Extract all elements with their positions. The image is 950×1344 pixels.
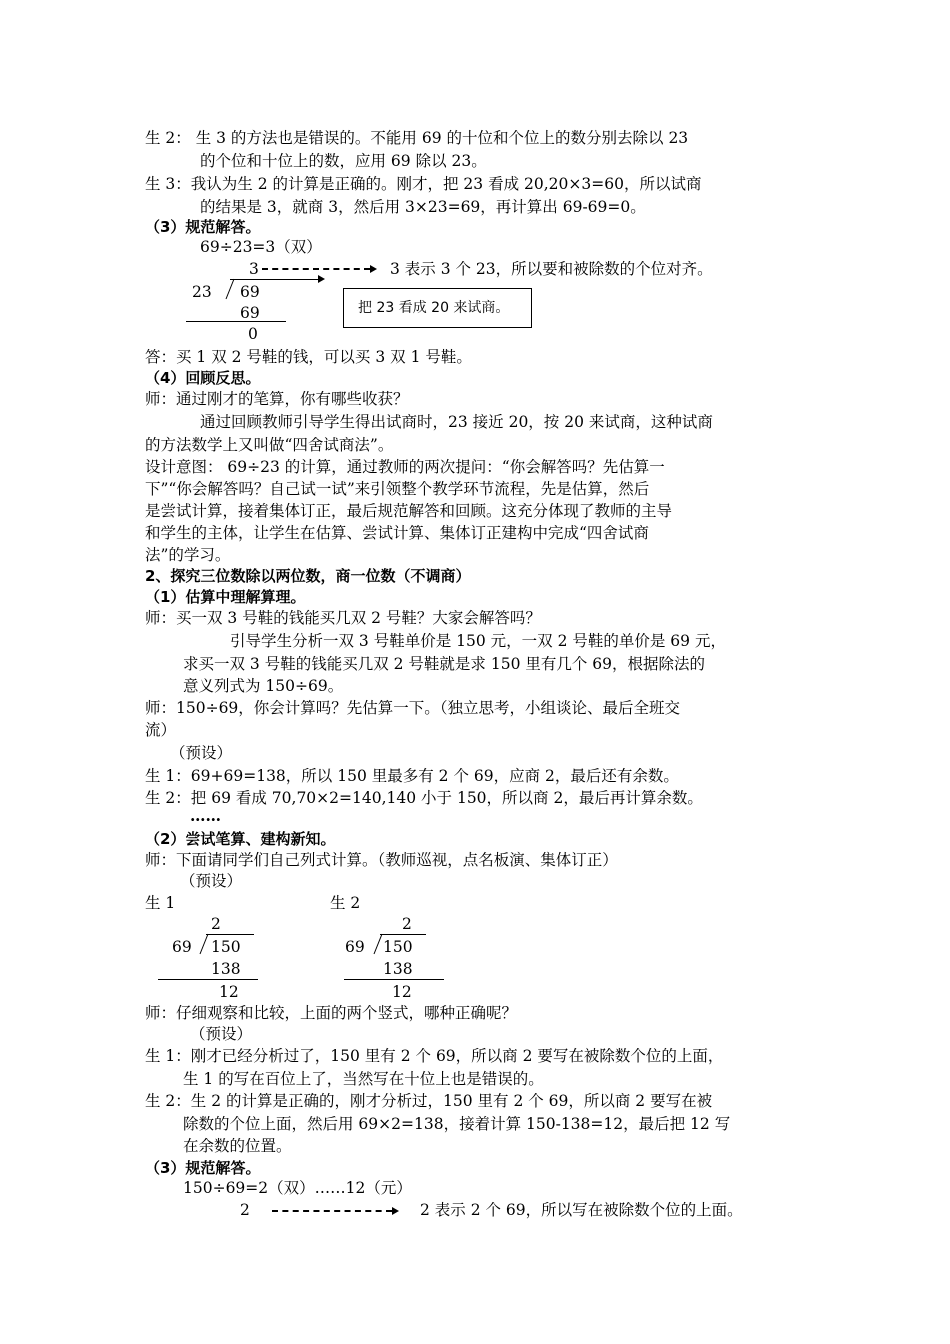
dashed-arrow-line <box>262 268 370 270</box>
paragraph-line: 法”的学习。 <box>145 546 231 564</box>
note-text: 把 23 看成 20 来试商。 <box>358 300 510 316</box>
paragraph-line: 求买一双 3 号鞋的钱能买几双 2 号鞋就是求 150 里有几个 69，根据除法的 <box>183 655 706 673</box>
division-bracket <box>224 279 236 301</box>
section-heading: （1）估算中理解算理。 <box>145 588 306 606</box>
paragraph-line: 的个位和十位上的数，应用 69 除以 23。 <box>200 152 487 170</box>
section-heading: （2）尝试笔算、建构新知。 <box>145 830 336 848</box>
dashed-arrow-line <box>272 1210 392 1212</box>
s1-division-bar <box>206 934 254 935</box>
s2-subtraction-line <box>344 979 444 980</box>
paragraph-line: 师：150÷69，你会计算吗？先估算一下。（独立思考，小组谈论、最后全班交 <box>145 699 681 717</box>
s1-product: 138 <box>211 960 241 978</box>
paragraph-line: （预设） <box>190 1025 253 1043</box>
paragraph-line: 通过回顾教师引导学生得出试商时，23 接近 20，按 20 来试商，这种试商 <box>200 413 713 431</box>
division-bar <box>230 279 318 280</box>
section-heading: （3）规范解答。 <box>145 1159 261 1177</box>
paragraph-line: 师：通过刚才的笔算，你有哪些收获？ <box>145 390 409 408</box>
annotation-text: 2 表示 2 个 69，所以写在被除数个位的上面。 <box>420 1201 743 1219</box>
arrow-head-icon <box>370 265 377 273</box>
paragraph-line: 流） <box>145 721 177 739</box>
paragraph-line: （预设） <box>180 872 243 890</box>
paragraph-line: 生 2： 生 3 的方法也是错误的。不能用 69 的十位和个位上的数分别去除以 23 <box>145 129 689 147</box>
s1-dividend: 150 <box>211 938 241 956</box>
s1-divisor: 69 <box>172 938 192 956</box>
s2-remainder: 12 <box>392 983 412 1001</box>
annotation-text: 3 表示 3 个 23，所以要和被除数的个位对齐。 <box>390 260 713 278</box>
equation-line: 69÷23=3（双） <box>200 238 322 256</box>
paragraph-line: 下”“你会解答吗？自己试一试”来引领整个教学环节流程，先是估算，然后 <box>145 480 650 498</box>
division-remainder: 0 <box>248 325 258 343</box>
paragraph-line: 的结果是 3，就商 3，然后用 3×23=69，再计算出 69-69=0。 <box>200 198 646 216</box>
ellipsis: …… <box>190 806 221 825</box>
arrow-head-icon <box>318 275 325 283</box>
s1-remainder: 12 <box>219 983 239 1001</box>
s2-dividend: 150 <box>383 938 413 956</box>
final-quotient: 2 <box>240 1201 250 1219</box>
s1-subtraction-line <box>158 979 258 980</box>
paragraph-line: 师：仔细观察和比较，上面的两个竖式，哪种正确呢？ <box>145 1004 518 1022</box>
paragraph-line: 的方法数学上又叫做“四舍试商法”。 <box>145 436 394 454</box>
answer-line: 答：买 1 双 2 号鞋的钱，可以买 3 双 1 号鞋。 <box>145 348 472 366</box>
paragraph-line: 设计意图： 69÷23 的计算，通过教师的两次提问：“你会解答吗？先估算一 <box>145 458 665 476</box>
note-box <box>343 288 532 328</box>
paragraph-line: 生 1：69+69=138，所以 150 里最多有 2 个 69，应商 2，最后还有余数。 <box>145 767 679 785</box>
s2-divisor: 69 <box>345 938 365 956</box>
paragraph-line: 引导学生分析一双 3 号鞋单价是 150 元，一双 2 号鞋的单价是 69 元， <box>230 632 726 650</box>
paragraph-line: 意义列式为 150÷69。 <box>183 677 344 695</box>
paragraph-line: 师：买一双 3 号鞋的钱能买几双 2 号鞋？大家会解答吗？ <box>145 609 541 627</box>
paragraph-line: 和学生的主体，让学生在估算、尝试计算、集体订正建构中完成“四舍试商 <box>145 524 649 542</box>
s1-quotient: 2 <box>211 915 221 933</box>
paragraph-line: 师：下面请同学们自己列式计算。（教师巡视，点名板演、集体订正） <box>145 851 618 869</box>
paragraph-line: 生 1 的写在百位上了，当然写在十位上也是错误的。 <box>183 1070 544 1088</box>
equation-line: 150÷69=2（双）……12（元） <box>183 1179 412 1197</box>
paragraph-line: 是尝试计算，接着集体订正，最后规范解答和回顾。这充分体现了教师的主导 <box>145 502 673 520</box>
arrow-head-icon <box>392 1207 399 1215</box>
section-heading: （3）规范解答。 <box>145 218 261 236</box>
s2-division-bar <box>380 934 426 935</box>
s2-product: 138 <box>383 960 413 978</box>
division-quotient: 3 <box>249 260 259 278</box>
s1-division-bracket <box>198 934 210 956</box>
paragraph-line: 生 2：生 2 的计算是正确的，刚才分析过，150 里有 2 个 69，所以商 2 要写在被 <box>145 1092 713 1110</box>
paragraph-line: （预设） <box>170 744 233 762</box>
division-divisor: 23 <box>192 283 212 301</box>
student-2-label: 生 2 <box>330 894 361 912</box>
paragraph-line: 生 2：把 69 看成 70,70×2=140,140 小于 150，所以商 2，最后再计算余数。 <box>145 789 703 807</box>
student-1-label: 生 1 <box>145 894 176 912</box>
paragraph-line: 在余数的位置。 <box>183 1137 292 1155</box>
paragraph-line: 生 1：刚才已经分析过了，150 里有 2 个 69，所以商 2 要写在被除数个位的上面， <box>145 1047 724 1065</box>
section-heading: 2、探究三位数除以两位数，商一位数（不调商） <box>145 567 471 585</box>
division-dividend: 69 <box>240 283 260 301</box>
subtraction-line <box>186 321 286 322</box>
section-heading: （4）回顾反思。 <box>145 369 261 387</box>
paragraph-line: 生 3：我认为生 2 的计算是正确的。刚才，把 23 看成 20,20×3=60，所以试商 <box>145 175 702 193</box>
s2-quotient: 2 <box>402 915 412 933</box>
paragraph-line: 除数的个位上面，然后用 69×2=138，接着计算 150-138=12，最后把 12 写 <box>183 1115 731 1133</box>
division-product: 69 <box>240 304 260 322</box>
